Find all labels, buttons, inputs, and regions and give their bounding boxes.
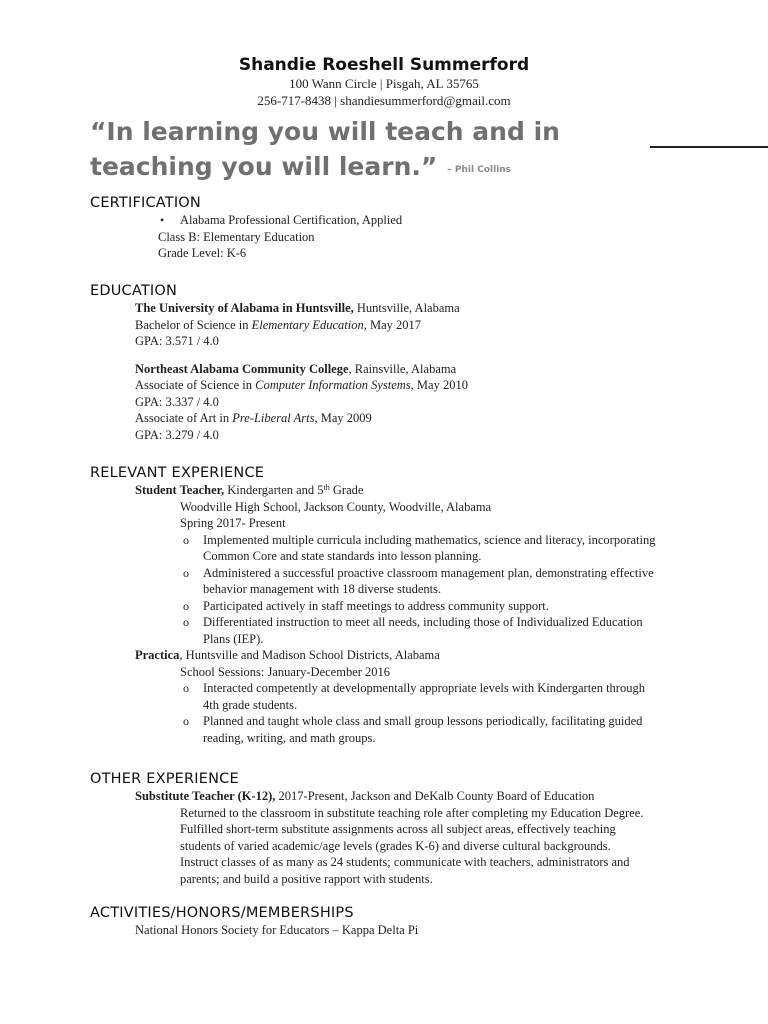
nacc-degree-2-field: Pre-Liberal Arts xyxy=(232,411,315,425)
list-item-text: Participated actively in staff meetings to address community support. xyxy=(203,598,549,613)
student-teacher-role: Student Teacher, xyxy=(135,483,225,497)
substitute-line xyxy=(135,788,750,805)
uah-gpa: GPA: 3.571 / 4.0 xyxy=(135,334,219,348)
address-line: 100 Wann Circle | Pisgah, AL 35765 xyxy=(289,76,479,91)
student-teacher-line xyxy=(135,482,750,499)
quote-line-2-text: teaching you will learn.” xyxy=(90,152,438,181)
nacc-school: Northeast Alabama Community College xyxy=(135,361,349,376)
practica-role: Practica xyxy=(135,648,180,662)
uah-line xyxy=(135,300,750,317)
section-title-certification: CERTIFICATION xyxy=(90,195,201,211)
certification-section xyxy=(90,194,750,262)
practica-dates: School Sessions: January-December 2016 xyxy=(180,664,391,679)
list-item xyxy=(183,713,658,746)
uah-degree-prefix: Bachelor of Science in xyxy=(135,317,252,332)
certification-item xyxy=(160,212,750,229)
list-item-text: Implemented multiple curricula including mathematics, science and literacy, incorporating Common Core and state standards into lesson planning. xyxy=(203,532,656,563)
student-teacher-dates: Spring 2017- Present xyxy=(180,516,286,530)
certification-name: Alabama Professional Certification, Applied xyxy=(180,213,403,227)
uah-location: Huntsville, Alabama xyxy=(353,301,460,315)
student-teacher-place: Woodville High School, Jackson County, Woodville, Alabama xyxy=(180,499,492,514)
uah-degree xyxy=(135,317,750,334)
nacc-degree-1-prefix: Associate of Science in xyxy=(135,378,256,392)
certification-class xyxy=(160,229,750,246)
uah-school: The University of Alabama in Huntsville, xyxy=(135,301,354,315)
list-item-text: Planned and taught whole class and small group lessons periodically, facilitating guided reading, writing, and math groups. xyxy=(203,714,643,745)
uah-degree-field: Elementary Education xyxy=(251,317,364,332)
nacc-gpa-1: GPA: 3.337 / 4.0 xyxy=(135,394,219,409)
candidate-name: Shandie Roeshell Summerford xyxy=(238,55,530,75)
education-section xyxy=(90,282,750,443)
list-item-text: Administered a successful proactive classroom management plan, demonstrating effective behavior management with 18 diverse students. xyxy=(203,565,654,596)
nacc-location: , Rainsville, Alabama xyxy=(348,361,457,376)
ordinal-suffix: th xyxy=(323,483,330,492)
student-teacher-desc: Kindergarten and 5 xyxy=(224,483,324,497)
quote-attribution: – Phil Collins xyxy=(447,164,512,175)
circle-bullet-icon: o xyxy=(183,615,189,629)
nacc-degree-1-date: , May 2010 xyxy=(410,378,468,392)
quote-block xyxy=(90,114,750,186)
quote-line-1: “In learning you will teach and in xyxy=(90,117,560,146)
substitute-description: Returned to the classroom in substitute teaching role after completing my Education Degree. Fulfilled short-term substitute assignments across all subject areas, effectively teaching students of varied academic/age levels (grades K-6) and diverse cultural backgrounds. Instruct classes of as many as 24 students; communicate with teachers, administrators and parents; and build a positive rapport with students. xyxy=(180,805,644,886)
nacc-degree-2 xyxy=(135,410,750,427)
nacc-degree-1-field: Computer Information Systems xyxy=(255,378,411,392)
circle-bullet-icon: o xyxy=(183,681,189,695)
list-item xyxy=(183,680,658,713)
section-title-relevant-experience: RELEVANT EXPERIENCE xyxy=(90,465,265,481)
activity-item: National Honors Society for Educators – Kappa Delta Pi xyxy=(135,923,419,937)
activities-section xyxy=(90,904,750,939)
student-teacher-desc-end: Grade xyxy=(329,483,364,497)
certification-class-text: Class B: Elementary Education xyxy=(158,229,315,244)
circle-bullet-icon: o xyxy=(183,714,189,728)
other-experience-section xyxy=(90,770,750,887)
nacc-degree-2-date: , May 2009 xyxy=(314,411,372,425)
section-title-education: EDUCATION xyxy=(90,283,178,299)
uah-degree-date: , May 2017 xyxy=(363,317,422,332)
list-item xyxy=(183,565,658,598)
substitute-role: Substitute Teacher (K-12), xyxy=(135,789,276,803)
list-item xyxy=(183,532,658,565)
circle-bullet-icon: o xyxy=(183,532,189,547)
nacc-degree-2-prefix: Associate of Art in xyxy=(135,411,233,425)
practica-line xyxy=(135,647,750,664)
quote-divider xyxy=(650,146,768,148)
bullet-icon: • xyxy=(160,213,165,227)
section-title-activities: ACTIVITIES/HONORS/MEMBERSHIPS xyxy=(90,905,354,921)
section-title-other-experience: OTHER EXPERIENCE xyxy=(90,771,239,787)
list-item-text: Interacted competently at developmentally appropriate levels with Kindergarten through 4th grade students. xyxy=(203,681,645,712)
practica-desc: , Huntsville and Madison School Districts, Alabama xyxy=(179,648,440,662)
circle-bullet-icon: o xyxy=(183,598,189,613)
resume-header xyxy=(0,54,768,109)
phone-email-line: 256-717-8438 | shandiesummerford@gmail.com xyxy=(257,92,511,108)
certification-grade: Grade Level: K-6 xyxy=(158,246,247,260)
relevant-experience-section xyxy=(90,464,750,746)
substitute-desc: 2017-Present, Jackson and DeKalb County Board of Education xyxy=(275,789,595,803)
circle-bullet-icon: o xyxy=(183,565,189,580)
nacc-degree-1 xyxy=(135,377,750,394)
nacc-line xyxy=(135,361,750,378)
list-item xyxy=(183,598,658,615)
list-item-text: Differentiated instruction to meet all needs, including those of Individualized Education Plans (IEP). xyxy=(203,615,643,646)
quote-line-2 xyxy=(90,149,750,186)
list-item xyxy=(183,614,658,647)
nacc-gpa-2: GPA: 3.279 / 4.0 xyxy=(135,427,219,442)
